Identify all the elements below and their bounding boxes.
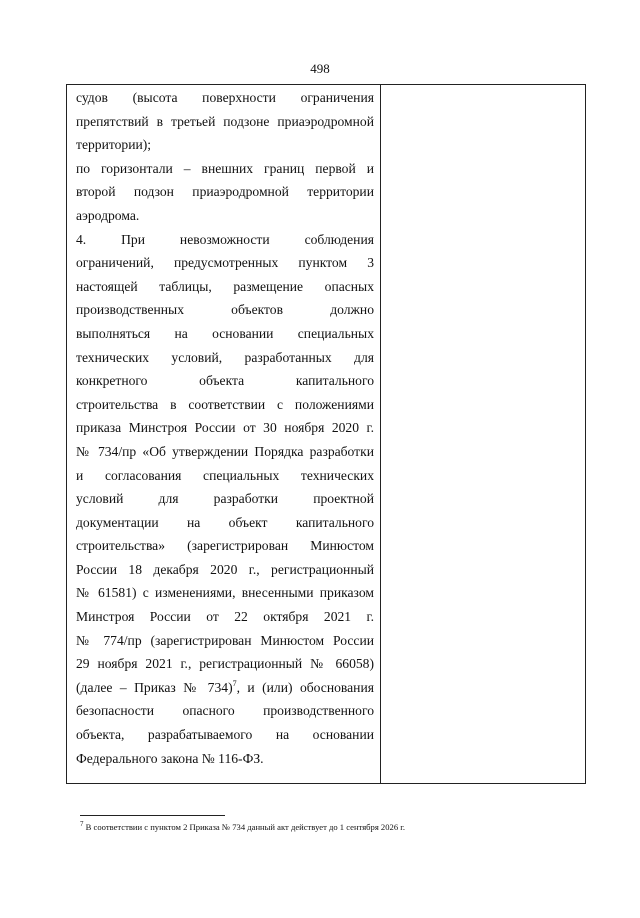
- text-line: аэродрома.: [76, 207, 140, 223]
- text-line: № 734/пр «Об утверждении Порядка разработки: [76, 443, 374, 459]
- footnote-text: В соответствии с пунктом 2 Приказа № 734 данный акт действует до 1 сентября 2026 г.: [83, 822, 405, 832]
- column-divider: [380, 84, 381, 784]
- text-line: № 61581) с изменениями, внесенными приказом: [76, 585, 374, 601]
- text-line: судов (высота поверхности ограничения: [76, 90, 374, 105]
- text-line: производственных объектов должно: [76, 302, 374, 318]
- text-line: Минстроя России от 22 октября 2021 г.: [76, 609, 374, 625]
- text-line: Федерального закона № 116-ФЗ.: [76, 750, 264, 766]
- text-line: настоящей таблицы, размещение опасных: [76, 278, 374, 294]
- text-line: объекта, разрабатываемого на основании: [76, 727, 374, 743]
- table-cell-left: [76, 86, 374, 770]
- text-line: России 18 декабря 2020 г., регистрационный: [76, 561, 374, 577]
- text-line: конкретного объекта капитального: [76, 373, 374, 389]
- text-line: безопасности опасного производственного: [76, 703, 374, 719]
- text-line: технических условий, разработанных для: [76, 349, 374, 365]
- text-line: препятствий в третьей подзоне приаэродромной: [76, 113, 374, 129]
- text-line: 29 ноября 2021 г., регистрационный № 66058): [76, 656, 374, 672]
- ref-text-before: (далее – Приказ № 734): [76, 679, 233, 695]
- text-line: второй подзон приаэродромной территории: [76, 184, 374, 200]
- page-number: 498: [310, 61, 330, 76]
- text-line: № 774/пр (зарегистрирован Минюстом России: [76, 632, 374, 648]
- ref-text-after: , и (или) обоснования: [236, 679, 374, 695]
- text-line: выполняться на основании специальных: [76, 325, 374, 341]
- text-line: условий для разработки проектной: [76, 491, 374, 507]
- text-line: приказа Минстроя России от 30 ноября 2020 г.: [76, 420, 374, 436]
- text-line: 4. При невозможности соблюдения: [76, 231, 374, 247]
- text-line: строительства в соответствии с положениями: [76, 396, 374, 412]
- text-line: по горизонтали – внешних границ первой и: [76, 160, 374, 176]
- footnote-mark: 7: [80, 820, 84, 828]
- text-line: ограничений, предусмотренных пунктом 3: [76, 255, 374, 271]
- text-line: территории);: [76, 137, 152, 153]
- footnote: [80, 822, 405, 832]
- text-line-with-footnote-ref: [76, 676, 374, 700]
- text-line: документации на объект капитального: [76, 514, 374, 530]
- text-line: и согласования специальных технических: [76, 467, 374, 483]
- footnote-reference[interactable]: 7: [232, 678, 237, 688]
- footnote-separator: [80, 815, 225, 816]
- text-line: строительства» (зарегистрирован Минюстом: [76, 538, 374, 554]
